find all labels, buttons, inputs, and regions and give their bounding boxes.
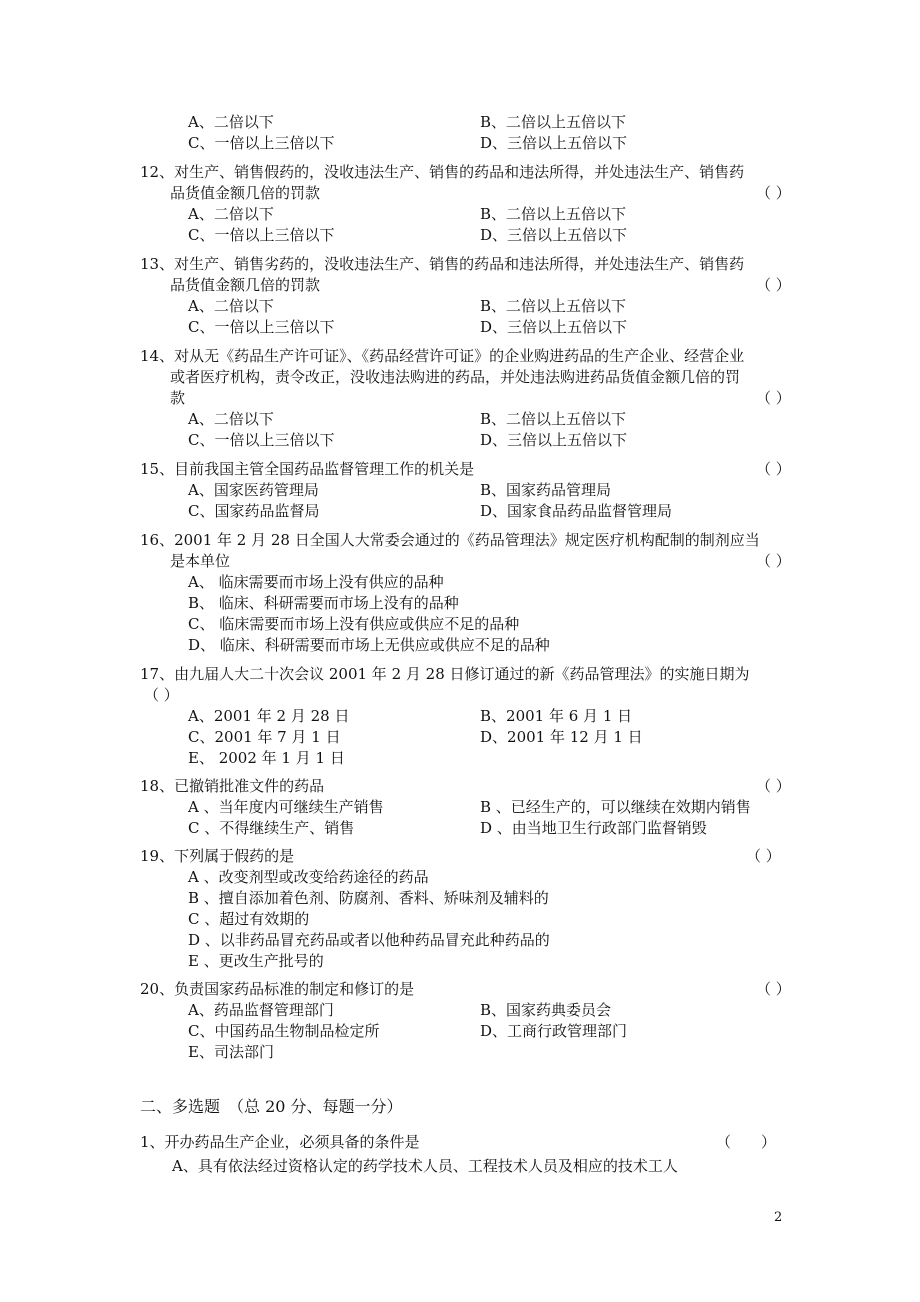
answer-bracket: （ ）	[716, 1133, 777, 1151]
option-d: D、三倍以上五倍以下	[480, 318, 628, 336]
option-d: D、三倍以上五倍以下	[480, 431, 628, 449]
option-a: A 、改变剂型或改变给药途径的药品	[188, 868, 429, 886]
option-c: C、一倍以上三倍以下	[188, 226, 335, 244]
section-heading: 二、多选题 （总 20 分、每题一分）	[140, 1097, 403, 1116]
option-a: A、具有依法经过资格认定的药学技术人员、工程技术人员及相应的技术工人	[172, 1157, 678, 1175]
answer-bracket: （ ）	[144, 686, 179, 704]
answer-bracket: （ ）	[756, 777, 791, 795]
question-12-line-1: 12、对生产、销售假药的，没收违法生产、销售的药品和违法所得，并处违法生产、销售药	[140, 163, 745, 181]
option-b: B、二倍以上五倍以下	[480, 410, 627, 428]
answer-bracket: （ ）	[756, 980, 791, 998]
option-c: C 、超过有效期的	[188, 910, 310, 928]
option-a: A、二倍以下	[188, 297, 274, 315]
answer-bracket: （ ）	[746, 847, 781, 865]
option-c: C、一倍以上三倍以下	[188, 134, 335, 152]
option-d: D 、以非药品冒充药品或者以他种药品冒充此种药品的	[188, 931, 550, 949]
option-c: C、中国药品生物制品检定所	[188, 1022, 380, 1040]
option-b: B、二倍以上五倍以下	[480, 297, 627, 315]
option-d: D、 临床、科研需要而市场上无供应或供应不足的品种	[188, 636, 550, 654]
option-b: B、二倍以上五倍以下	[480, 113, 627, 131]
question-14-line-2: 或者医疗机构，责令改正，没收违法购进的药品，并处违法购进药品货值金额几倍的罚	[170, 368, 741, 386]
option-c: C、2001 年 7 月 1 日	[188, 728, 341, 746]
option-d: D、三倍以上五倍以下	[480, 226, 628, 244]
question-12-line-2: 品货值金额几倍的罚款	[170, 184, 321, 202]
option-d: D、国家食品药品监督管理局	[480, 502, 673, 520]
option-a: A、2001 年 2 月 28 日	[188, 707, 350, 725]
question-17-line-1: 17、由九届人大二十次会议 2001 年 2 月 28 日修订通过的新《药品管理法》的实施日期为	[140, 665, 750, 683]
option-b: B、 临床、科研需要而市场上没有的品种	[188, 594, 459, 612]
option-a: A、国家医药管理局	[188, 481, 319, 499]
answer-bracket: （ ）	[756, 276, 791, 294]
option-b: B 、已经生产的，可以继续在效期内销售	[480, 798, 751, 816]
option-c: C、一倍以上三倍以下	[188, 431, 335, 449]
page-number: 2	[774, 1210, 783, 1225]
option-e: E 、更改生产批号的	[188, 952, 324, 970]
option-a: A、二倍以下	[188, 113, 274, 131]
answer-bracket: （ ）	[756, 184, 791, 202]
option-a: A 、当年度内可继续生产销售	[188, 798, 384, 816]
question-13-line-2: 品货值金额几倍的罚款	[170, 276, 321, 294]
question-16-line-1: 16、2001 年 2 月 28 日全国人大常委会通过的《药品管理法》规定医疗机构配制的制剂应当	[140, 531, 760, 549]
option-c: C、国家药品监督局	[188, 502, 320, 520]
option-b: B 、擅自添加着色剂、防腐剂、香料、矫味剂及辅料的	[188, 889, 549, 907]
option-d: D、2001 年 12 月 1 日	[480, 728, 643, 746]
answer-bracket: （ ）	[756, 460, 791, 478]
option-d: D、三倍以上五倍以下	[480, 134, 628, 152]
answer-bracket: （ ）	[756, 552, 791, 570]
question-19-line-1: 19、下列属于假药的是	[140, 847, 295, 865]
question-16-line-2: 是本单位	[170, 552, 231, 570]
option-c: C、 临床需要而市场上没有供应或供应不足的品种	[188, 615, 520, 633]
question-15-line-1: 15、目前我国主管全国药品监督管理工作的机关是	[140, 460, 475, 478]
option-d: D 、由当地卫生行政部门监督销毁	[480, 819, 707, 837]
option-e: E、司法部门	[188, 1043, 274, 1061]
option-b: B、2001 年 6 月 1 日	[480, 707, 633, 725]
answer-bracket: （ ）	[756, 389, 791, 407]
option-a: A、 临床需要而市场上没有供应的品种	[188, 573, 444, 591]
question-13-line-1: 13、对生产、销售劣药的，没收违法生产、销售的药品和违法所得，并处违法生产、销售药	[140, 255, 745, 273]
option-c: C、一倍以上三倍以下	[188, 318, 335, 336]
question-20-line-1: 20、负责国家药品标准的制定和修订的是	[140, 980, 415, 998]
option-a: A、二倍以下	[188, 410, 274, 428]
option-a: A、二倍以下	[188, 205, 274, 223]
option-b: B、二倍以上五倍以下	[480, 205, 627, 223]
option-d: D、工商行政管理部门	[480, 1022, 628, 1040]
option-a: A、药品监督管理部门	[188, 1001, 334, 1019]
question-18-line-1: 18、已撤销批准文件的药品	[140, 777, 325, 795]
question-14-line-3: 款	[170, 389, 186, 407]
option-e: E、 2002 年 1 月 1 日	[188, 749, 345, 767]
multi-question-1-line-1: 1、开办药品生产企业，必须具备的条件是	[140, 1133, 420, 1151]
option-b: B、国家药典委员会	[480, 1001, 612, 1019]
option-b: B、国家药品管理局	[480, 481, 612, 499]
question-14-line-1: 14、对从无《药品生产许可证》、《药品经营许可证》的企业购进药品的生产企业、经营企业	[140, 347, 745, 365]
option-c: C 、不得继续生产、销售	[188, 819, 355, 837]
